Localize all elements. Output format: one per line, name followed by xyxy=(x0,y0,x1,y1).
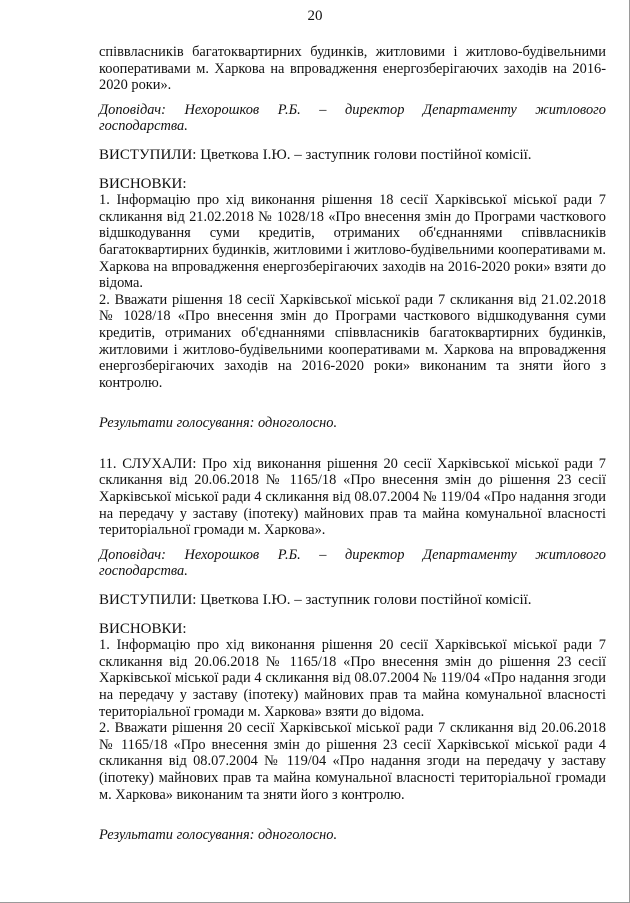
intro-paragraph-end: співвласників багатоквартирних будинків, житловими і житлово-будівельними кооперативами м. Харкова на впровадження енергозберігаючих заходів на 2016-2020 роки». xyxy=(99,44,606,94)
page-number: 20 xyxy=(307,8,323,24)
item11-conclusions-title: ВИСНОВКИ: xyxy=(99,620,187,637)
item11-conclusion-1: 1. Інформацію про хід виконання рішення 20 сесії Харківської міської ради 7 скликання від 20.06.2018 № 1165/18 «Про внесення змін до рішення 23 сесії Харківської міської ради 4 скликання від 08.07.2004 № 119/04 «Про надання згоди на передачу у заставу (іпотеку) майнових прав та майна комунальної власності територіальної громади м. Харкова» взяти до відома. xyxy=(99,637,606,720)
item10-spoke: ВИСТУПИЛИ: Цветкова І.Ю. – заступник голови постійної комісії. xyxy=(99,146,532,163)
item11-speaker: Доповідач: Нехорошков Р.Б. – директор Департаменту житлового господарства. xyxy=(99,546,606,580)
document-body xyxy=(99,0,606,844)
item10-conclusion-2: 2. Вважати рішення 18 сесії Харківської міської ради 7 скликання від 21.02.2018 № 1028/18 «Про внесення змін до Програми часткового відшкодування суми кредитів, отриманих об'єднаннями співвласників багатоквартирних будинків, житловими і житлово-будівельними кооперативами м. Харкова на впровадження енергозберігаючих заходів на 2016-2020 роки» виконаним та зняти його з контролю. xyxy=(99,291,606,391)
item10-conclusion-1: 1. Інформацію про хід виконання рішення 18 сесії Харківської міської ради 7 скликання від 21.02.2018 № 1028/18 «Про внесення змін до Програми часткового відшкодування суми кредитів, отриманих об'єднаннями співвласників багатоквартирних будинків, житловими і житлово-будівельними кооперативами м. Харкова на впровадження енергозберігаючих заходів на 2016-2020 роки» взяти до відома. xyxy=(99,192,606,292)
item11-vote: Результати голосування: одноголосно. xyxy=(99,827,338,844)
item11-spoke: ВИСТУПИЛИ: Цветкова І.Ю. – заступник голови постійної комісії. xyxy=(99,592,532,609)
item11-heard: 11. СЛУХАЛИ: Про хід виконання рішення 20 сесії Харківської міської ради 7 скликання від 20.06.2018 № 1165/18 «Про внесення змін до рішення 23 сесії Харківської міської ради 4 скликання від 08.07.2004 № 119/04 «Про надання згоди на передачу у заставу (іпотеку) майнових прав та майна комунальної власності територіальної громади м. Харкова». xyxy=(99,455,606,539)
item10-vote: Результати голосування: одноголосно. xyxy=(99,415,338,432)
item11-conclusion-2: 2. Вважати рішення 20 сесії Харківської міської ради 7 скликання від 20.06.2018 № 1165/18 «Про внесення змін до рішення 23 сесії Харківської міської ради 4 скликання від 08.07.2004 № 119/04 «Про надання згоди на передачу у заставу (іпотеку) майнових прав та майна комунальної власності територіальної громади м. Харкова» виконаним та зняти його з контролю. xyxy=(99,720,606,803)
item10-speaker: Доповідач: Нехорошков Р.Б. – директор Департаменту житлового господарства. xyxy=(99,101,606,135)
item10-conclusions-title: ВИСНОВКИ: xyxy=(99,175,187,192)
